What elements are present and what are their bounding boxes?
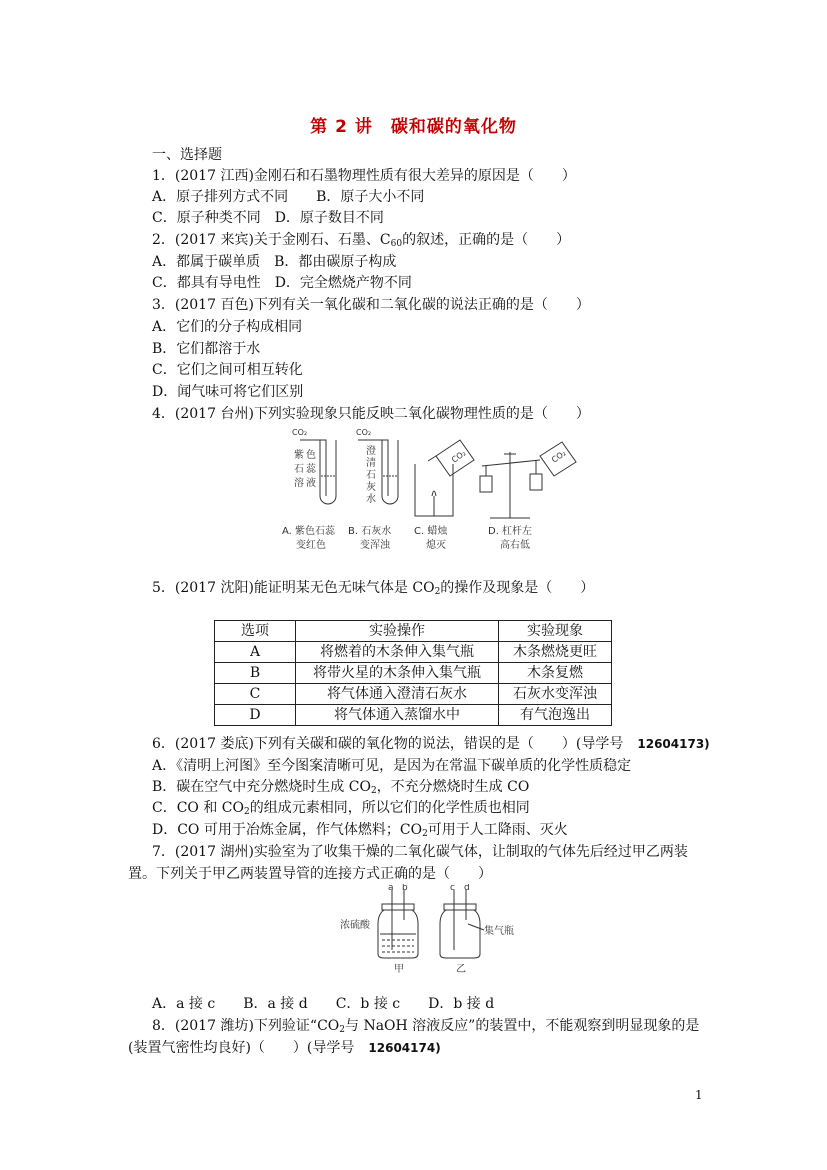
caption-c-line1: C. 蜡烛 (414, 526, 448, 537)
tube-b-label-1: 澄 (366, 446, 376, 457)
page-number: 1 (695, 1088, 703, 1102)
table-row (215, 663, 612, 684)
port-a-label: a (388, 884, 394, 893)
table-header-row (215, 621, 612, 642)
caption-a-line1: A. 紫色石蕊 (282, 526, 336, 537)
port-d-label: d (464, 884, 470, 893)
table-header-cell: 实验操作 (296, 621, 499, 642)
drying-apparatus-figure (340, 884, 520, 974)
question-1-options-cd: C．原子种类不同 D．原子数目不同 (152, 210, 384, 226)
question-6-option-d: D．CO 可用于冶炼金属，作气体燃料；$CO_2$可用于人工降雨、灭火 (152, 822, 568, 839)
table-cell: 将燃着的木条伸入集气瓶 (296, 642, 499, 663)
table-row (215, 642, 612, 663)
question-6-option-c: C．CO 和 $CO_2$的组成元素相同，所以它们的化学性质也相同 (152, 800, 530, 817)
question-6-stem: 6．(2017 娄底)下列有关碳和碳的氧化物的说法，错误的是（ ）(导学号 12604173) (152, 736, 710, 752)
question-2-stem: 2．(2017 来宾)关于金刚石、石墨、$C_{60}$的叙述，正确的是（ ） (152, 232, 571, 249)
port-c-label: c (450, 884, 455, 893)
table-cell: 将气体通入澄清石灰水 (296, 684, 499, 705)
co2-experiment-figure (278, 426, 588, 556)
table-cell: D (215, 705, 296, 726)
question-3-option-a: A．它们的分子构成相同 (152, 319, 303, 335)
table-row (215, 705, 612, 726)
question-5-table (214, 620, 612, 726)
sulfuric-acid-label: 浓硫酸 (340, 920, 370, 931)
tube-b-label-3: 石 (366, 470, 376, 481)
question-3-option-b: B．它们都溶于水 (152, 341, 261, 357)
table-cell: 木条燃烧更旺 (499, 642, 612, 663)
question-5-stem: 5．(2017 沈阳)能证明某无色无味气体是 $CO_2$的操作及现象是（ ） (152, 580, 595, 597)
question-7-options: A．a 接 c B．a 接 d C．b 接 c D．b 接 d (152, 996, 495, 1012)
co2-label-a: CO₂ (292, 428, 308, 437)
caption-b-line2: 变浑浊 (360, 540, 390, 551)
caption-d-line1: D. 杠杆左 (488, 526, 533, 537)
question-3-option-d: D．闻气味可将它们区别 (152, 384, 304, 400)
question-7-stem-line1: 7．(2017 湖州)实验室为了收集干燥的二氧化碳气体，让制取的气体先后经过甲乙两装 (152, 844, 688, 860)
section-heading: 一、选择题 (152, 147, 222, 163)
question-8-stem-line2: (装置气密性均良好)（ ）(导学号 12604174) (128, 1040, 441, 1056)
tube-a-label-1: 紫 (294, 450, 304, 461)
question-7-stem-line2: 置。下列关于甲乙两装置导管的连接方式正确的是（ ） (128, 866, 492, 882)
question-6-option-b: B．碳在空气中充分燃烧时生成 $CO_2$，不充分燃烧时生成 CO (152, 779, 530, 796)
table-cell: 将带火星的木条伸入集气瓶 (296, 663, 499, 684)
question-2-options-ab: A．都属于碳单质 B．都由碳原子构成 (152, 254, 397, 270)
tube-b-label-5: 水 (366, 494, 376, 505)
page-title: 第 2 讲 碳和碳的氧化物 (310, 117, 517, 137)
jia-label: 甲 (394, 964, 404, 974)
tube-a-label-4: 蕊 (306, 464, 316, 475)
question-8-stem-line1: 8．(2017 潍坊)下列验证“$CO_2$与 NaOH 溶液反应”的装置中，不能观察到明显现象的是 (152, 1018, 700, 1035)
caption-a-line2: 变红色 (296, 540, 326, 551)
question-1-stem: 1．(2017 江西)金刚石和石墨物理性质有很大差异的原因是（ ） (152, 168, 576, 184)
guide-code: 12604173) (637, 737, 710, 751)
table-cell: C (215, 684, 296, 705)
gas-bottle-label: 集气瓶 (484, 926, 514, 937)
tube-b-label-2: 清 (366, 458, 376, 469)
table-cell: B (215, 663, 296, 684)
table-cell: A (215, 642, 296, 663)
table-header-cell: 实验现象 (499, 621, 612, 642)
co2-label-b: CO₂ (356, 428, 372, 437)
question-1-options-ab: A．原子排列方式不同 B．原子大小不同 (152, 189, 425, 205)
question-2-options-cd: C．都具有导电性 D．完全燃烧产物不同 (152, 275, 412, 291)
tube-a-label-3: 石 (294, 464, 304, 475)
question-6-option-a: A．《清明上河图》至今图案清晰可见，是因为在常温下碳单质的化学性质稳定 (152, 758, 632, 774)
question-3-option-c: C．它们之间可相互转化 (152, 362, 303, 378)
question-4-stem: 4．(2017 台州)下列实验现象只能反映二氧化碳物理性质的是（ ） (152, 406, 590, 422)
guide-code: 12604174) (368, 1041, 441, 1055)
caption-c-line2: 熄灭 (426, 540, 446, 551)
co2-label-c: CO₂ (449, 448, 468, 465)
table-cell: 木条复燃 (499, 663, 612, 684)
caption-d-line2: 高右低 (500, 540, 530, 551)
caption-b-line1: B. 石灰水 (348, 526, 392, 537)
yi-label: 乙 (456, 964, 466, 974)
tube-b-label-4: 灰 (366, 482, 376, 493)
table-cell: 有气泡逸出 (499, 705, 612, 726)
tube-a-label-5: 溶 (294, 478, 304, 489)
port-b-label: b (402, 884, 408, 893)
table-row (215, 684, 612, 705)
tube-a-label-2: 色 (306, 450, 316, 461)
co2-label-d: CO₂ (549, 448, 568, 465)
table-cell: 石灰水变浑浊 (499, 684, 612, 705)
question-3-stem: 3．(2017 百色)下列有关一氧化碳和二氧化碳的说法正确的是（ ） (152, 297, 590, 313)
table-header-cell: 选项 (215, 621, 296, 642)
table-cell: 将气体通入蒸馏水中 (296, 705, 499, 726)
tube-a-label-6: 液 (306, 478, 316, 489)
